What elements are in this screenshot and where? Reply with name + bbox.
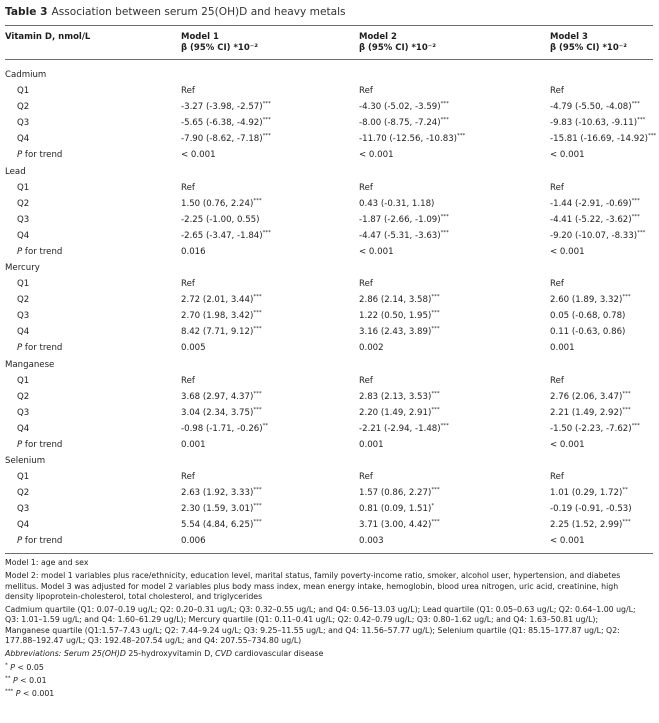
significance-mark: *** [431, 406, 440, 413]
table-footnotes [5, 558, 645, 700]
significance-mark: *** [253, 197, 262, 204]
header-model-2 [359, 32, 436, 54]
table-cell: Ref [181, 86, 195, 96]
header-model-3-stat: β (95% CI) *10⁻² [550, 43, 627, 53]
table-cell: 0.005 [181, 343, 206, 353]
significance-mark: *** [440, 213, 449, 220]
header-model-3 [550, 32, 627, 54]
row-label: Q4 [17, 134, 30, 144]
table-cell: -9.20 (-10.07, -8.33)*** [550, 229, 646, 241]
table-cell: -7.90 (-8.62, -7.18)*** [181, 133, 271, 144]
significance-mark: *** [253, 390, 262, 397]
significance-mark: *** [631, 101, 640, 108]
row-label: Q3 [17, 407, 30, 418]
table-cell: 0.81 (0.09, 1.51)* [359, 503, 435, 514]
table-cell: Ref [181, 375, 195, 386]
significance-mark: *** [253, 294, 262, 301]
row-label: Q4 [17, 230, 30, 241]
significance-mark: *** [253, 503, 262, 510]
group-label: Manganese [5, 359, 55, 370]
table-cell: 0.006 [181, 536, 206, 546]
table-cell: 1.57 (0.86, 2.27)*** [359, 487, 440, 498]
table-cell: Ref [550, 375, 564, 386]
row-label: P for trend [17, 150, 63, 160]
header-model-1 [181, 32, 258, 54]
row-label: P for trend [17, 439, 63, 450]
table-number: Table 3 [5, 6, 48, 18]
header-model-1-name: Model 1 [181, 32, 219, 42]
table-cell: Ref [359, 279, 373, 289]
significance-mark: *** [431, 326, 440, 333]
group-label: Cadmium [5, 70, 47, 80]
table-cell: 1.50 (0.76, 2.24)*** [181, 197, 262, 209]
table-cell: -4.41 (-5.22, -3.62)*** [550, 213, 640, 225]
table-cell: 3.68 (2.97, 4.37)*** [181, 390, 262, 402]
row-label: Q2 [17, 102, 30, 112]
row-label: Q1 [17, 472, 30, 482]
table-cell: 0.001 [550, 343, 575, 353]
table-cell: Ref [359, 86, 373, 96]
row-label: Q1 [17, 182, 30, 193]
significance-mark: *** [262, 133, 271, 140]
row-label: P for trend [17, 536, 63, 546]
note-sig-1: * P < 0.05 [5, 662, 44, 672]
table-cell: -2.21 (-2.94, -1.48)*** [359, 422, 449, 434]
table-cell: -2.25 (-1.00, 0.55) [181, 214, 260, 225]
significance-mark: *** [622, 390, 631, 397]
significance-mark: *** [440, 101, 449, 108]
group-label: Selenium [5, 456, 46, 466]
significance-mark: *** [431, 294, 440, 301]
table-cell: -9.83 (-10.63, -9.11)*** [550, 117, 646, 128]
table-cell: 2.21 (1.49, 2.92)*** [550, 406, 631, 418]
row-label: Q3 [17, 118, 30, 128]
table-cell: -2.65 (-3.47, -1.84)*** [181, 229, 271, 241]
table-cell: 0.05 (-0.68, 0.78) [550, 311, 626, 321]
table-cell: 2.70 (1.98, 3.42)*** [181, 310, 262, 321]
significance-mark: *** [440, 229, 449, 236]
significance-mark: *** [622, 519, 631, 526]
bottom-rule [5, 553, 653, 554]
group-label: Mercury [5, 263, 40, 273]
table-cell: -0.98 (-1.71, -0.26)** [181, 422, 269, 434]
table-cell: -1.44 (-2.91, -0.69)*** [550, 197, 640, 209]
table-title: Association between serum 25(OH)D and heavy metals [51, 6, 346, 18]
row-label: Q2 [17, 295, 30, 305]
table-cell: 2.20 (1.49, 2.91)*** [359, 406, 440, 418]
table-cell: 2.72 (2.01, 3.44)*** [181, 294, 262, 305]
note-sig-2: ** P < 0.01 [5, 675, 47, 685]
table-cell: 1.01 (0.29, 1.72)** [550, 487, 628, 498]
significance-mark: *** [262, 229, 271, 236]
significance-mark: *** [262, 117, 271, 124]
table-cell: 1.22 (0.50, 1.95)*** [359, 310, 440, 321]
table-cell: -1.87 (-2.66, -1.09)*** [359, 213, 449, 225]
significance-mark: *** [262, 101, 271, 108]
table-cell: 0.003 [359, 536, 384, 546]
header-model-1-stat: β (95% CI) *10⁻² [181, 43, 258, 53]
table-cell: Ref [550, 182, 564, 193]
significance-mark: *** [431, 310, 440, 317]
note-model-1: Model 1: age and sex [5, 558, 89, 567]
significance-mark: * [431, 503, 435, 510]
significance-mark: *** [637, 229, 646, 236]
table-cell: -4.30 (-5.02, -3.59)*** [359, 101, 449, 112]
table-cell: < 0.001 [359, 246, 394, 257]
significance-mark: *** [622, 294, 631, 301]
table-cell: 0.001 [181, 439, 206, 450]
significance-mark: *** [253, 310, 262, 317]
table-cell: Ref [550, 472, 564, 482]
table-cell: 8.42 (7.71, 9.12)*** [181, 326, 262, 337]
row-label: Q2 [17, 391, 30, 402]
significance-mark: *** [637, 117, 646, 124]
table-cell: 2.83 (2.13, 3.53)*** [359, 390, 440, 402]
group-label: Lead [5, 166, 26, 177]
table-cell: < 0.001 [181, 150, 216, 160]
significance-mark: ** [262, 422, 269, 429]
table-cell: 0.11 (-0.63, 0.86) [550, 327, 626, 337]
top-rule [5, 25, 653, 26]
table-cell: -11.70 (-12.56, -10.83)*** [359, 133, 466, 144]
row-label: Q2 [17, 198, 30, 209]
row-label: Q3 [17, 504, 30, 514]
significance-mark: *** [631, 422, 640, 429]
table-cell: Ref [359, 182, 373, 193]
table-cell: Ref [181, 279, 195, 289]
significance-mark: *** [440, 117, 449, 124]
table-cell: Ref [181, 182, 195, 193]
table-cell: 2.25 (1.52, 2.99)*** [550, 519, 631, 530]
table-cell: 2.63 (1.92, 3.33)*** [181, 487, 262, 498]
table-cell: -1.50 (-2.23, -7.62)*** [550, 422, 640, 434]
table-cell: 3.04 (2.34, 3.75)*** [181, 406, 262, 418]
row-label: P for trend [17, 246, 63, 257]
table-cell: 5.54 (4.84, 6.25)*** [181, 519, 262, 530]
table-cell: 2.30 (1.59, 3.01)*** [181, 503, 262, 514]
significance-mark: *** [440, 422, 449, 429]
table-cell: 2.86 (2.14, 3.58)*** [359, 294, 440, 305]
table-cell: < 0.001 [550, 150, 585, 160]
significance-mark: ** [622, 487, 628, 494]
table-cell: -4.79 (-5.50, -4.08)*** [550, 101, 640, 112]
row-label: Q4 [17, 327, 30, 337]
significance-mark: *** [253, 326, 262, 333]
table-cell: -5.65 (-6.38, -4.92)*** [181, 117, 271, 128]
table-cell: < 0.001 [550, 246, 585, 257]
significance-mark: *** [431, 519, 440, 526]
row-label: Q3 [17, 311, 30, 321]
table-cell: -4.47 (-5.31, -3.63)*** [359, 229, 449, 241]
table-cell: < 0.001 [359, 150, 394, 160]
table-cell: -15.81 (-16.69, -14.92)*** [550, 133, 657, 144]
significance-mark: *** [648, 133, 657, 140]
row-label: Q1 [17, 86, 30, 96]
table-cell: -8.00 (-8.75, -7.24)*** [359, 117, 449, 128]
table-cell: 3.71 (3.00, 4.42)*** [359, 519, 440, 530]
table-cell: 0.43 (-0.31, 1.18) [359, 198, 435, 209]
note-quartiles: Cadmium quartile (Q1: 0.07–0.19 ug/L; Q2: 0.20–0.31 ug/L; Q3: 0.32–0.55 ug/L; and Q4: 0.56–13.03 ug/L); Lead quartile (Q1: 0.05–0.63 ug/L; Q2: 0.64–1.00 ug/L; Q3: 1.01–1.59 ug/L; and Q4: 1.60–61.29 ug/L); Mercury quartile (Q1: 0.11–0.41 ug/L; Q2: 0.42–0.79 ug/L; Q3: 0.80–1.62 ug/L; and Q4: 1.63–50.81 ug/L); Manganese quartile (Q1:1.57–7.43 ug/L; Q2: 7.44–9.24 ug/L; Q3: 9.25–11.55 ug/L; and Q4: 11.56–57.77 ug/L); Selenium quartile (Q1: 85.15–177.87 ug/L; Q2: 177.88–192.47 ug/L; Q3: 192.48–207.54 ug/L; and Q4: 207.55–734.80 ug/L) [5, 605, 636, 646]
table-caption [5, 6, 346, 18]
significance-mark: *** [431, 487, 440, 494]
table-cell: < 0.001 [550, 536, 585, 546]
header-vitamin-d: Vitamin D, nmol/L [5, 32, 91, 42]
significance-mark: *** [631, 213, 640, 220]
table-cell: 0.016 [181, 246, 206, 257]
table-cell: 2.60 (1.89, 3.32)*** [550, 294, 631, 305]
table-cell: 0.002 [359, 343, 384, 353]
note-model-2-3: Model 2: model 1 variables plus race/ethnicity, education level, marital status, family poverty-income ratio, smoker, alcohol user, hypertension, and diabetes mellitus. Model 3 was adjusted for model 2 variables plus body mass index, mean energy intake, hemoglobin, blood urea nitrogen, uric acid, creatinine, high density lipoprotein-cholesterol, total cholesterol, and triglycerides [5, 571, 621, 601]
row-label: P for trend [17, 343, 63, 353]
significance-mark: *** [253, 487, 262, 494]
row-label: Q1 [17, 375, 30, 386]
note-abbreviations: Abbreviations: Serum 25(OH)D 25-hydroxyvitamin D, CVD cardiovascular disease [5, 649, 324, 659]
note-sig-3: *** P < 0.001 [5, 688, 55, 699]
significance-mark: *** [253, 519, 262, 526]
row-label: Q4 [17, 520, 30, 530]
significance-mark: *** [631, 197, 640, 204]
table-cell: Ref [550, 279, 564, 289]
header-model-3-name: Model 3 [550, 32, 588, 42]
header-model-2-name: Model 2 [359, 32, 397, 42]
significance-mark: *** [457, 133, 466, 140]
table-cell: 0.001 [359, 439, 384, 450]
row-label: Q1 [17, 279, 30, 289]
row-label: Q2 [17, 488, 30, 498]
table-cell: 3.16 (2.43, 3.89)*** [359, 326, 440, 337]
header-model-2-stat: β (95% CI) *10⁻² [359, 43, 436, 53]
table-cell: Ref [181, 472, 195, 482]
table-cell: -0.19 (-0.91, -0.53) [550, 504, 632, 514]
table-cell: Ref [359, 472, 373, 482]
table-cell: 2.76 (2.06, 3.47)*** [550, 390, 631, 402]
header-rule [5, 59, 653, 60]
row-label: Q3 [17, 214, 30, 225]
table-cell: Ref [550, 86, 564, 96]
significance-mark: *** [622, 406, 631, 413]
row-label: Q4 [17, 423, 30, 434]
table-cell: -3.27 (-3.98, -2.57)*** [181, 101, 271, 112]
table-cell: < 0.001 [550, 439, 585, 450]
table-cell: Ref [359, 375, 373, 386]
significance-mark: *** [431, 390, 440, 397]
significance-mark: *** [253, 406, 262, 413]
